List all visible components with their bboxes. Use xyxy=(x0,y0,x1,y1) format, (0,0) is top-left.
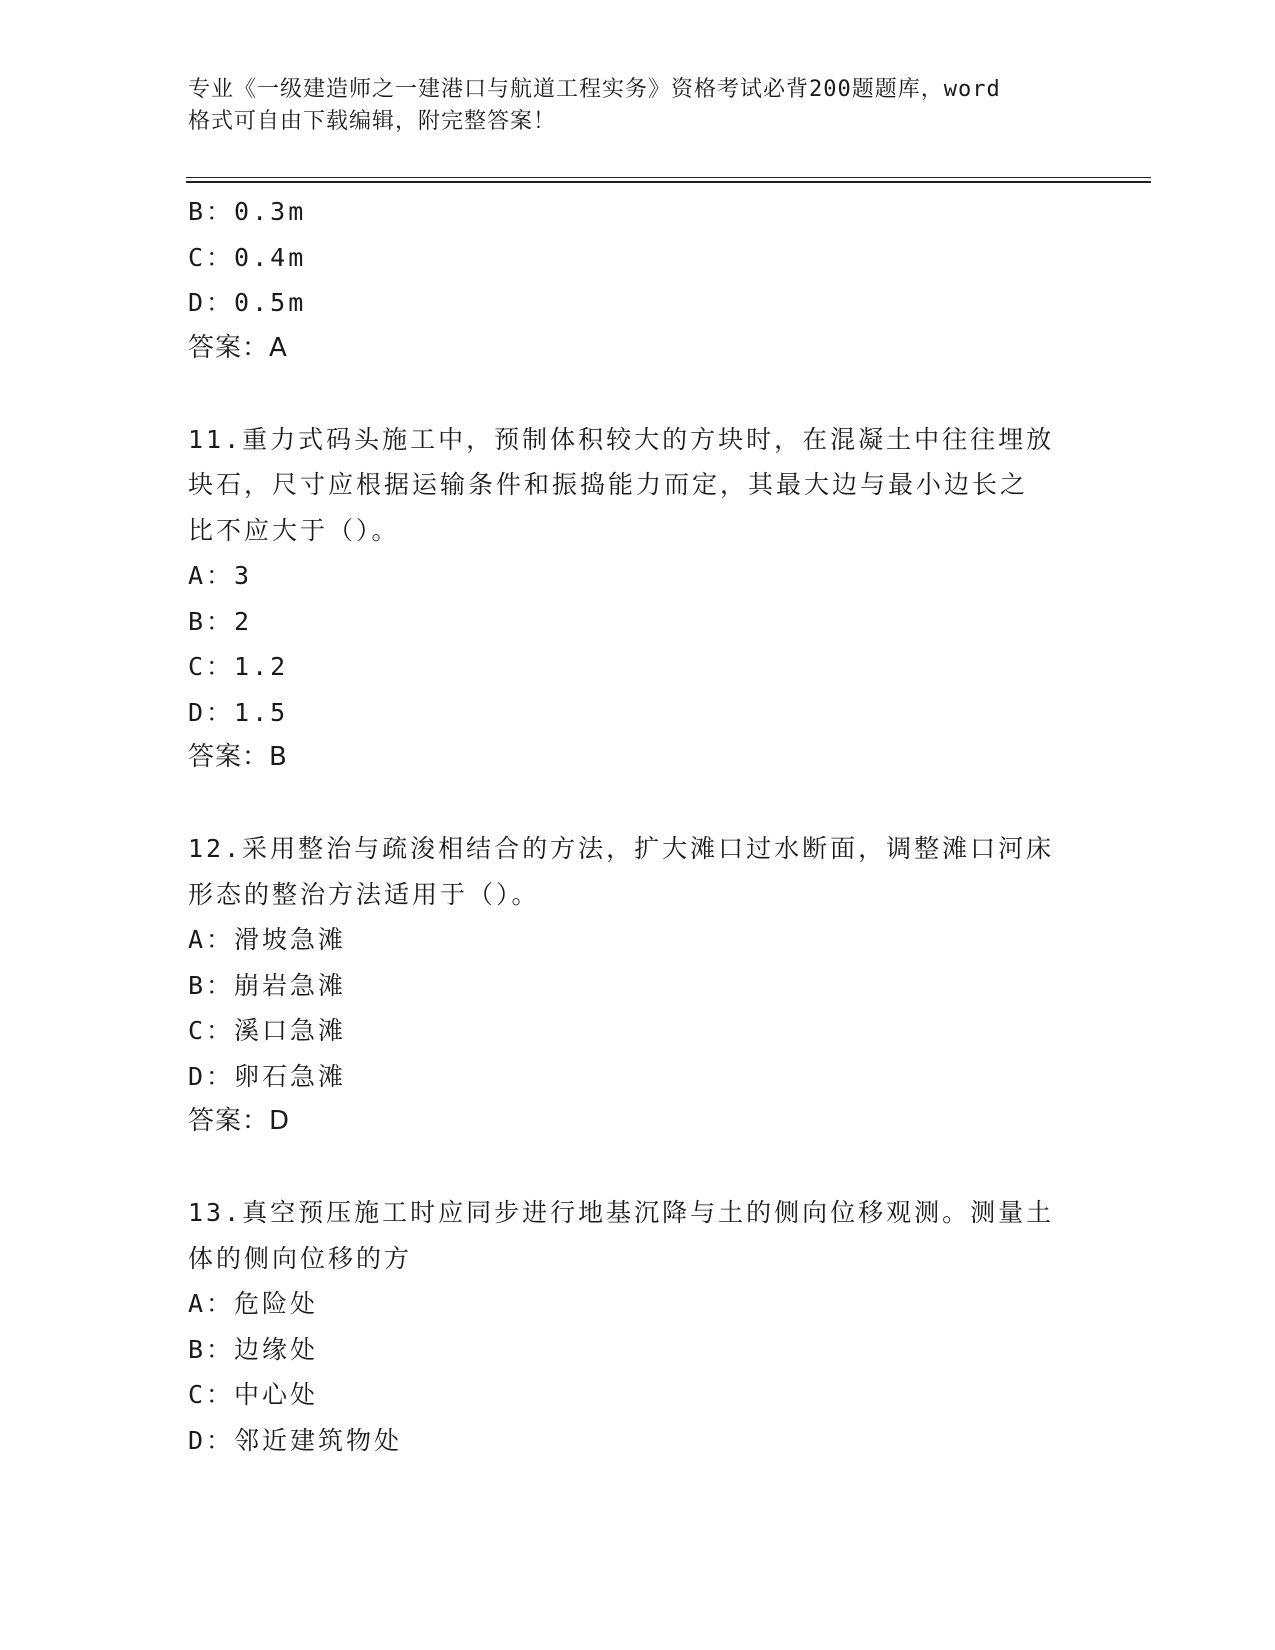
prev-question-block xyxy=(188,189,1088,371)
option-c: C：0.4m xyxy=(188,242,307,272)
option-d: D：1.5 xyxy=(188,697,289,727)
header-divider-thin xyxy=(186,177,1151,178)
option-c: C：中心处 xyxy=(188,1380,319,1409)
option-d: D：邻近建筑物处 xyxy=(188,1425,403,1455)
spacer xyxy=(188,781,1088,827)
question-text-line: 形态的整治方法适用于（）。 xyxy=(188,879,540,909)
spacer xyxy=(188,1145,1088,1191)
header-line-1: 专业《一级建造师之一建港口与航道工程实务》资格考试必背200题题库，word xyxy=(188,77,1001,102)
question-13 xyxy=(188,1190,1088,1463)
answer-line: 答案：B xyxy=(188,742,288,772)
option-a: A：危险处 xyxy=(188,1289,319,1318)
option-d: D：0.5m xyxy=(188,288,307,317)
spacer xyxy=(188,371,1088,417)
answer-line: 答案：A xyxy=(188,332,288,363)
option-b: B：0.3m xyxy=(188,197,307,226)
option-c: C：溪口急滩 xyxy=(188,1016,347,1045)
header-divider-thick xyxy=(186,181,1151,183)
question-11 xyxy=(188,417,1088,781)
option-c: C：1.2 xyxy=(188,652,289,681)
question-text-line: 11.重力式码头施工中，预制体积较大的方块时，在混凝土中往往埋放 xyxy=(188,424,1055,454)
question-text-line: 块石，尺寸应根据运输条件和振捣能力而定，其最大边与最小边长之 xyxy=(188,470,1029,499)
question-12 xyxy=(188,826,1088,1145)
option-d: D：卵石急滩 xyxy=(188,1061,347,1091)
option-b: B：崩岩急滩 xyxy=(188,970,347,1000)
question-text-line: 12.采用整治与疏浚相结合的方法，扩大滩口过水断面，调整滩口河床 xyxy=(188,834,1055,863)
option-a: A：3 xyxy=(188,561,253,590)
question-content xyxy=(188,189,1088,1463)
option-b: B：边缘处 xyxy=(188,1334,319,1364)
document-header xyxy=(188,74,1068,138)
option-a: A：滑坡急滩 xyxy=(188,925,347,954)
answer-line: 答案：D xyxy=(188,1106,291,1136)
question-text-line: 比不应大于（）。 xyxy=(188,515,400,545)
question-text-line: 体的侧向位移的方 xyxy=(188,1243,413,1273)
question-text-line: 13.真空预压施工时应同步进行地基沉降与土的侧向位移观测。测量土 xyxy=(188,1198,1055,1227)
header-line-2: 格式可自由下载编辑，附完整答案！ xyxy=(188,109,557,134)
option-b: B：2 xyxy=(188,606,253,636)
